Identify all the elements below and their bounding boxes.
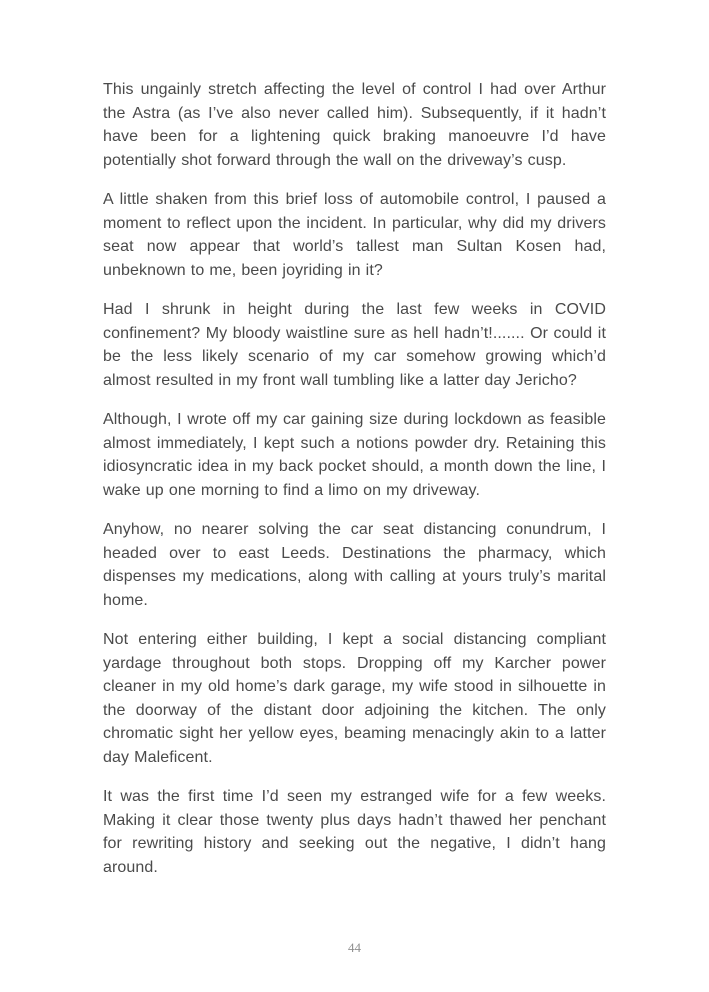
body-text-block [103,78,606,895]
body-paragraph: It was the first time I’d seen my estranged wife for a few weeks. Making it clear those twenty plus days hadn’t thawed her penchant for rewriting history and seeking out the negative, I didn’t hang around. [103,788,606,876]
body-paragraph: This ungainly stretch affecting the level of control I had over Arthur the Astra (as I’ve also never called him). Subsequently, if it hadn’t have been for a lightening quick braking manoeuvre I’d have potentially shot forward through the wall on the driveway’s cusp. [103,81,606,169]
body-paragraph: Not entering either building, I kept a social distancing compliant yardage throughout both stops. Dropping off my Karcher power cleaner in my old home’s dark garage, my wife stood in silhouette in the doorway of the distant door adjoining the kitchen. The only chromatic sight her yellow eyes, beaming menacingly akin to a latter day Maleficent. [103,631,606,766]
body-paragraph: Although, I wrote off my car gaining size during lockdown as feasible almost immediately, I kept such a notions powder dry. Retaining this idiosyncratic idea in my back pocket should, a month down the line, I wake up one morning to find a limo on my driveway. [103,411,606,499]
page-number: 44 [348,940,361,955]
body-paragraph: Had I shrunk in height during the last few weeks in COVID confinement? My bloody waistline sure as hell hadn’t!....... Or could it be the less likely scenario of my car somehow growing which’d almost resulted in my front wall tumbling like a latter day Jericho? [103,301,606,389]
body-paragraph: A little shaken from this brief loss of automobile control, I paused a moment to reflect upon the incident. In particular, why did my drivers seat now appear that world’s tallest man Sultan Kosen had, unbeknown to me, been joyriding in it? [103,191,606,279]
body-paragraph: Anyhow, no nearer solving the car seat distancing conundrum, I headed over to east Leeds. Destinations the pharmacy, which dispenses my medications, along with calling at yours truly’s marital home. [103,521,606,609]
